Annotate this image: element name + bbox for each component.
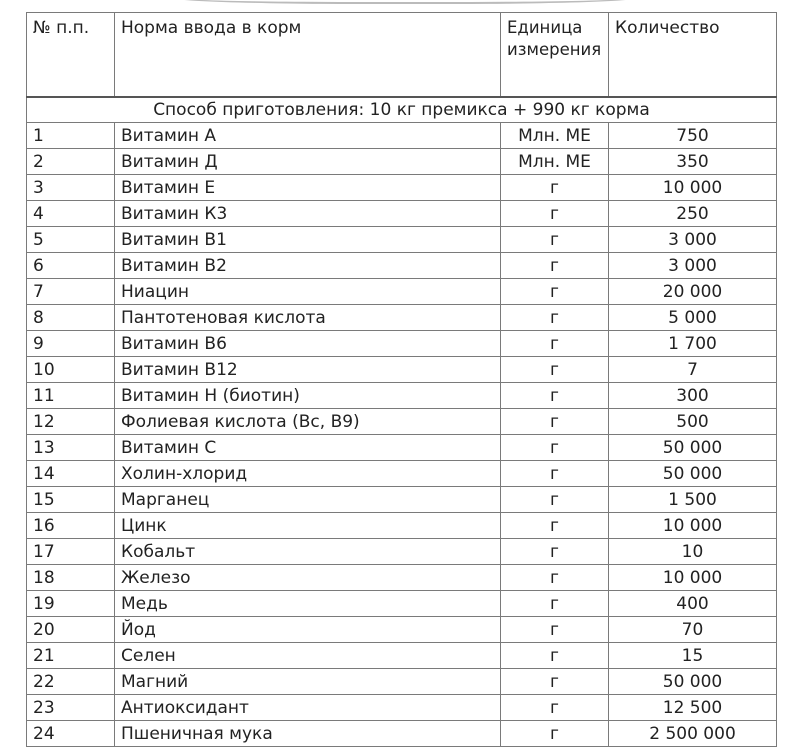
row-num: 16 [27, 513, 115, 539]
row-name: Витамин В6 [115, 331, 501, 357]
row-name: Пшеничная мука [115, 721, 501, 747]
row-name: Витамин С [115, 435, 501, 461]
row-name: Витамин К3 [115, 201, 501, 227]
row-name: Железо [115, 565, 501, 591]
row-qty: 10 [609, 539, 777, 565]
table-row [27, 149, 777, 175]
row-name: Витамин Н (биотин) [115, 383, 501, 409]
table-row [27, 695, 777, 721]
table-row [27, 383, 777, 409]
table-row [27, 669, 777, 695]
row-unit: г [501, 227, 609, 253]
table-row [27, 539, 777, 565]
row-num: 10 [27, 357, 115, 383]
row-unit: г [501, 409, 609, 435]
row-qty: 15 [609, 643, 777, 669]
row-name: Магний [115, 669, 501, 695]
row-name: Витамин Д [115, 149, 501, 175]
row-qty: 250 [609, 201, 777, 227]
row-unit: г [501, 669, 609, 695]
row-qty: 350 [609, 149, 777, 175]
row-unit: г [501, 461, 609, 487]
table-row [27, 435, 777, 461]
row-unit: г [501, 279, 609, 305]
header-name: Норма ввода в корм [115, 13, 501, 98]
row-qty: 70 [609, 617, 777, 643]
row-num: 2 [27, 149, 115, 175]
table-row [27, 331, 777, 357]
table-row [27, 721, 777, 747]
row-name: Витамин А [115, 123, 501, 149]
cropped-top-edge [0, 0, 800, 8]
row-unit: г [501, 695, 609, 721]
row-num: 21 [27, 643, 115, 669]
row-num: 23 [27, 695, 115, 721]
row-name: Антиоксидант [115, 695, 501, 721]
row-name: Йод [115, 617, 501, 643]
table-row [27, 175, 777, 201]
row-name: Цинк [115, 513, 501, 539]
row-qty: 500 [609, 409, 777, 435]
row-num: 24 [27, 721, 115, 747]
row-unit: г [501, 357, 609, 383]
row-qty: 50 000 [609, 461, 777, 487]
header-num: № п.п. [27, 13, 115, 98]
row-qty: 20 000 [609, 279, 777, 305]
row-unit: г [501, 643, 609, 669]
row-num: 5 [27, 227, 115, 253]
row-qty: 750 [609, 123, 777, 149]
table-row [27, 279, 777, 305]
table-row [27, 461, 777, 487]
table-row [27, 201, 777, 227]
row-num: 9 [27, 331, 115, 357]
row-qty: 400 [609, 591, 777, 617]
row-name: Фолиевая кислота (Вс, В9) [115, 409, 501, 435]
header-unit: Единица измерения [501, 13, 609, 98]
row-unit: г [501, 201, 609, 227]
row-name: Медь [115, 591, 501, 617]
row-qty: 5 000 [609, 305, 777, 331]
row-qty: 12 500 [609, 695, 777, 721]
row-name: Селен [115, 643, 501, 669]
row-num: 19 [27, 591, 115, 617]
table-row [27, 591, 777, 617]
row-num: 6 [27, 253, 115, 279]
row-unit: г [501, 383, 609, 409]
row-num: 15 [27, 487, 115, 513]
row-qty: 2 500 000 [609, 721, 777, 747]
row-num: 11 [27, 383, 115, 409]
row-qty: 1 500 [609, 487, 777, 513]
row-num: 8 [27, 305, 115, 331]
table-row [27, 565, 777, 591]
row-num: 18 [27, 565, 115, 591]
row-unit: г [501, 539, 609, 565]
row-unit: г [501, 331, 609, 357]
row-unit: г [501, 175, 609, 201]
row-unit: г [501, 721, 609, 747]
row-unit: г [501, 513, 609, 539]
row-qty: 300 [609, 383, 777, 409]
row-unit: г [501, 617, 609, 643]
header-qty: Количество [609, 13, 777, 98]
table-row [27, 123, 777, 149]
row-num: 17 [27, 539, 115, 565]
premix-table [26, 12, 777, 747]
method-text: Способ приготовления: 10 кг премикса + 990 кг корма [27, 97, 777, 123]
row-num: 22 [27, 669, 115, 695]
row-num: 4 [27, 201, 115, 227]
table-row [27, 357, 777, 383]
table-row [27, 409, 777, 435]
row-unit: Млн. МЕ [501, 149, 609, 175]
row-name: Витамин Е [115, 175, 501, 201]
row-qty: 10 000 [609, 175, 777, 201]
row-qty: 50 000 [609, 435, 777, 461]
row-num: 14 [27, 461, 115, 487]
row-name: Ниацин [115, 279, 501, 305]
method-row [27, 97, 777, 123]
row-name: Холин-хлорид [115, 461, 501, 487]
row-unit: г [501, 253, 609, 279]
row-num: 20 [27, 617, 115, 643]
row-name: Витамин В1 [115, 227, 501, 253]
row-name: Витамин В2 [115, 253, 501, 279]
row-num: 1 [27, 123, 115, 149]
table-row [27, 305, 777, 331]
row-unit: г [501, 565, 609, 591]
row-name: Витамин В12 [115, 357, 501, 383]
row-qty: 3 000 [609, 227, 777, 253]
row-unit: г [501, 435, 609, 461]
row-num: 12 [27, 409, 115, 435]
table-row [27, 487, 777, 513]
table-row [27, 253, 777, 279]
table-row [27, 227, 777, 253]
row-name: Марганец [115, 487, 501, 513]
row-name: Кобальт [115, 539, 501, 565]
row-qty: 1 700 [609, 331, 777, 357]
row-num: 13 [27, 435, 115, 461]
header-row [27, 13, 777, 98]
row-qty: 50 000 [609, 669, 777, 695]
row-unit: г [501, 487, 609, 513]
row-num: 7 [27, 279, 115, 305]
row-num: 3 [27, 175, 115, 201]
row-unit: г [501, 305, 609, 331]
table-row [27, 617, 777, 643]
row-qty: 7 [609, 357, 777, 383]
row-qty: 10 000 [609, 565, 777, 591]
row-qty: 3 000 [609, 253, 777, 279]
row-unit: г [501, 591, 609, 617]
table-row [27, 643, 777, 669]
row-unit: Млн. МЕ [501, 123, 609, 149]
table-row [27, 513, 777, 539]
row-qty: 10 000 [609, 513, 777, 539]
row-name: Пантотеновая кислота [115, 305, 501, 331]
